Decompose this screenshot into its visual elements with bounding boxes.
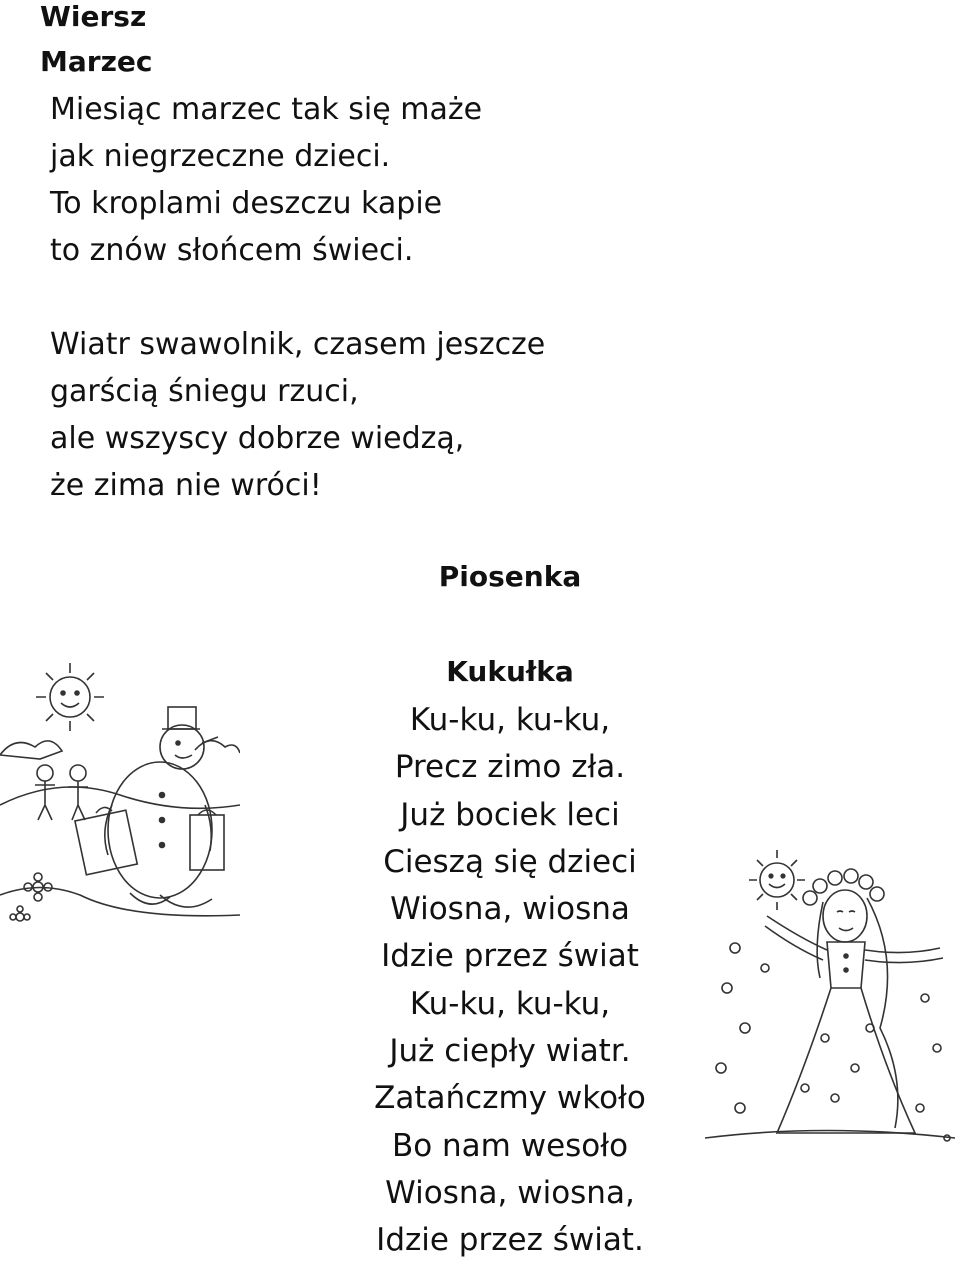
song-title: Kukułka <box>446 655 574 688</box>
poem-line: To kroplami deszczu kapie <box>50 186 443 221</box>
song-line: Już bociek leci <box>400 796 620 833</box>
song-line: Idzie przez świat. <box>376 1222 644 1259</box>
spring-girl-illustration <box>705 838 955 1148</box>
flower-icon <box>10 873 52 921</box>
poem-line: to znów słońcem świeci. <box>50 233 414 268</box>
suitcase-icon <box>75 807 224 874</box>
song-line: Idzie przez świat <box>381 938 639 975</box>
song-line: Wiosna, wiosna, <box>385 1174 635 1211</box>
poem-line: jak niegrzeczne dzieci. <box>50 139 391 174</box>
poem-stanza-2 <box>50 321 545 509</box>
song-line: Ku-ku, ku-ku, <box>409 702 611 738</box>
poem-title: Marzec <box>40 45 153 78</box>
snowman-icon <box>105 707 218 907</box>
song-line: Cieszą się dzieci <box>383 843 637 880</box>
section-heading: Wiersz <box>40 0 147 33</box>
girl-icon <box>765 890 943 1133</box>
poem-stanza-1 <box>50 86 482 274</box>
sun-icon <box>749 850 805 910</box>
song-line: Ku-ku, ku-ku, <box>409 985 611 1022</box>
song-line: Bo nam wesoło <box>391 1127 629 1164</box>
flower-wreath-icon <box>803 869 884 905</box>
children-icon <box>35 765 88 820</box>
sun-icon <box>36 663 104 731</box>
song-line: Zatańczmy wkoło <box>374 1080 646 1117</box>
flower-icon <box>716 943 950 1141</box>
snowman-illustration <box>0 655 240 935</box>
song-line: Precz zimo zła. <box>394 749 626 786</box>
poem-line: Miesiąc marzec tak się maże <box>50 92 483 127</box>
song-heading: Piosenka <box>438 560 582 593</box>
poem-line: garścią śniegu rzuci, <box>50 374 359 409</box>
song-line: Już ciepły wiatr. <box>389 1033 631 1070</box>
poem-line: że zima nie wróci! <box>50 468 322 503</box>
song-line: Wiosna, wiosna <box>390 891 630 928</box>
poem-line: ale wszyscy dobrze wiedzą, <box>50 421 465 456</box>
poem-line: Wiatr swawolnik, czasem jeszcze <box>50 327 546 362</box>
